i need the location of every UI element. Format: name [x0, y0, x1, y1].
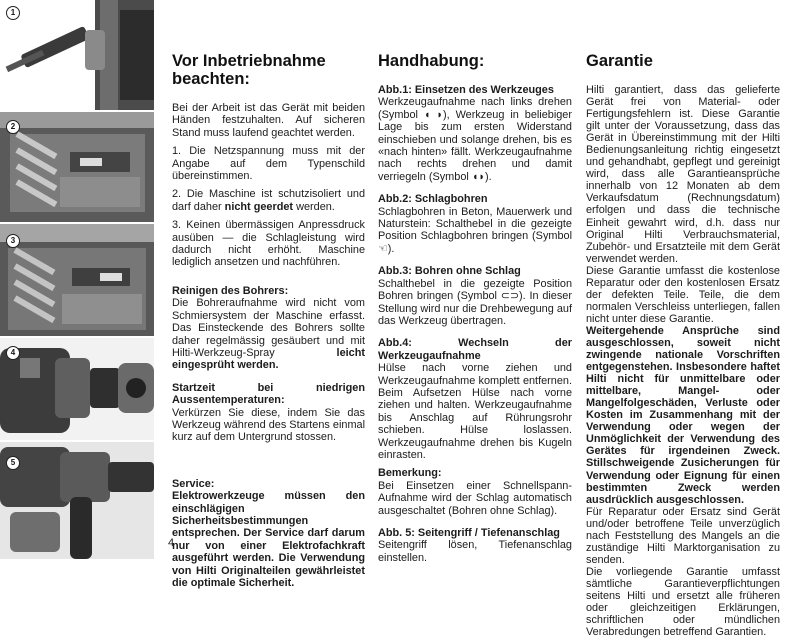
garantie-text-3: Weitergehende Ansprüche sind ausgeschlossen, soweit nicht zwingende nationale Vorschriften entgegenstehen. Insbesondere haftet Hilti nicht für unmittelbare oder mittelbare, Mangel- oder Mangelfolgeschäden, Verluste oder Kosten im Zusammenhang mit der Verwendung oder wegen der Unmöglichkeit der Verwendung des Gerätes für irgendeinen Zweck. Stillschweigende Zusicherungen für Verwendung oder Eignung für einen bestimmten Zweck werden ausdrücklich ausgeschlossen. [586, 324, 780, 506]
service-text: Elektrowerkzeuge müssen den einschlägigen Sicherheitsbestimmungen entsprechen. Der Service darf darum nur von einer Elektrofachkraft ausgeführt werden. Die Verwendung von Hilti Originalteilen gewährleistet die optimale Sicherheit. [172, 490, 365, 589]
page-number: 4 [168, 537, 175, 549]
garantie-text-1: Hilti garantiert, dass das gelieferte Gerät frei von Material- oder Fertigungsfehlern ist. Diese Garantie gilt unter der Voraussetzung, dass das Gerät in Übereinstimmung mit der Hilti Bedienungsanleitung richtig eingesetzt und gehandhabt, gepflegt und gereinigt wird, dass alle Garantieansprüche innerhalb von 12 Monaten ab dem Verkaufsdatum (Rechnungsdatum) erfolgen und dass die technische Einheit gewahrt wird, d.h. dass nur Original Hilti Verbrauchsmaterial, Zubehör- und Ersatzteile mit dem Gerät verwendet werden. [586, 84, 780, 265]
column-handhabung [378, 52, 572, 570]
abb4-text: Hülse nach vorne ziehen und Werkzeugaufnahme komplett entfernen. Beim Aufsetzen Hülse nach vorne ziehen und halten. Werkzeugaufnahme bis Anschlag auf Rührungsrohr schieben. Hülse loslassen. Werkzeugaufnahme drehen bis Kugeln einrasten. [378, 362, 572, 461]
intro-text: Bei der Arbeit ist das Gerät mit beiden Händen festzuhalten. Auf sicheren Stand muss laufend geachtet werden. [172, 102, 365, 139]
abb3-title: Abb.3: Bohren ohne Schlag [378, 265, 521, 278]
figure-1-photo [0, 0, 154, 110]
abb1-text: Werkzeugaufnahme nach links drehen (Symbol ◖ ◗), Werkzeug in beliebiger Lage bis zum ersten Widerstand einschieben und solange drehen, bis es «nach hinten» fällt. Werkzeugaufnahme nach rechts drehen und damit verriegeln (Symbol ◖◗). [378, 96, 572, 183]
startzeit-title: Startzeit bei niedrigen Aussentemperaturen: [172, 381, 365, 407]
item-2: 2. Die Maschine ist schutzisoliert und darf daher nicht geerdet werden. [172, 188, 365, 213]
figure-3-photo [0, 224, 154, 336]
reinigen-title: Reinigen des Bohrers: [172, 284, 289, 297]
heading-garantie: Garantie [586, 52, 653, 70]
heading-vor-inbetriebnahme: Vor Inbetriebnahme beachten: [172, 52, 326, 88]
figure-2-photo [0, 112, 154, 222]
abb4-title: Abb.4: Wechseln der Werkzeugaufnahme [378, 337, 572, 362]
figure-2-number: 2 [6, 120, 20, 134]
figure-4-photo [0, 338, 154, 440]
heading-handhabung: Handhabung: [378, 52, 485, 70]
abb5-text: Seitengriff lösen, Tiefenanschlag einstellen. [378, 539, 572, 564]
service-title: Service: [172, 477, 215, 490]
item-1: 1. Die Netzspannung muss mit der Angabe auf dem Typenschild übereinstimmen. [172, 145, 365, 183]
bemerkung-title: Bemerkung: [378, 467, 442, 480]
figure-5-photo [0, 442, 154, 559]
garantie-text-4: Für Reparatur oder Ersatz sind Gerät und/oder betroffene Teile unverzüglich nach Feststellung des Mangels an die zuständige Hilti Marktorganisation zu senden. [586, 505, 780, 566]
figure-3-number: 3 [6, 234, 20, 248]
abb1-title: Abb.1: Einsetzen des Werkzeuges [378, 84, 554, 96]
column-safety [172, 52, 365, 595]
figure-strip [0, 0, 154, 559]
bemerkung-text: Bei Einsetzen einer Schnellspann-Aufnahme wird der Schlag automatisch ausgeschaltet (Bohren ohne Schlag). [378, 479, 572, 517]
startzeit-text: Verkürzen Sie diese, indem Sie das Werkzeug während des Startens einmal kurz auf dem Untergrund stossen. [172, 406, 365, 444]
abb2-title: Abb.2: Schlagbohren [378, 193, 488, 206]
garantie-text-2: Diese Garantie umfasst die kostenlose Reparatur oder den kostenlosen Ersatz der defekten Teile. Teile, die dem normalen Verschleiss unterliegen, fallen nicht unter diese Garantie. [586, 264, 780, 325]
figure-4-number: 4 [6, 346, 20, 360]
item-3: 3. Keinen übermässigen Anpressdruck ausüben — die Schlagleistung wird dadurch nicht erhöht. Maschine lediglich ansetzen und nachführen. [172, 219, 365, 269]
figure-5-number: 5 [6, 456, 20, 470]
figure-1-number: 1 [6, 6, 20, 20]
abb5-title: Abb. 5: Seitengriff / Tiefenanschlag [378, 527, 560, 539]
column-garantie [586, 52, 780, 638]
reinigen-text: Die Bohreraufnahme wird nicht vom Schmiersystem der Maschine erfasst. Das Einsteckende des Bohrers sollte daher regelmässig gesäubert und mit Hilti-Werkzeug-Spray leicht eingesprüht werden. [172, 297, 365, 372]
abb3-text: Schalthebel in die gezeigte Position Bohren bringen (Symbol ⊂⊃). In dieser Stellung wird nur die Drehbewegung auf das Werkzeug übertragen. [378, 277, 572, 327]
abb2-text: Schlagbohren in Beton, Mauerwerk und Naturstein: Schalthebel in die gezeigte Position Schlagbohren bringen (Symbol ☜). [378, 205, 572, 255]
garantie-text-5: Die vorliegende Garantie umfasst sämtliche Garantieverpflichtungen seitens Hilti und ersetzt alle früheren oder gleichzeitigen Erklärungen, schriftlichen oder mündlichen Verabredungen betreffend Garantien. [586, 565, 780, 638]
